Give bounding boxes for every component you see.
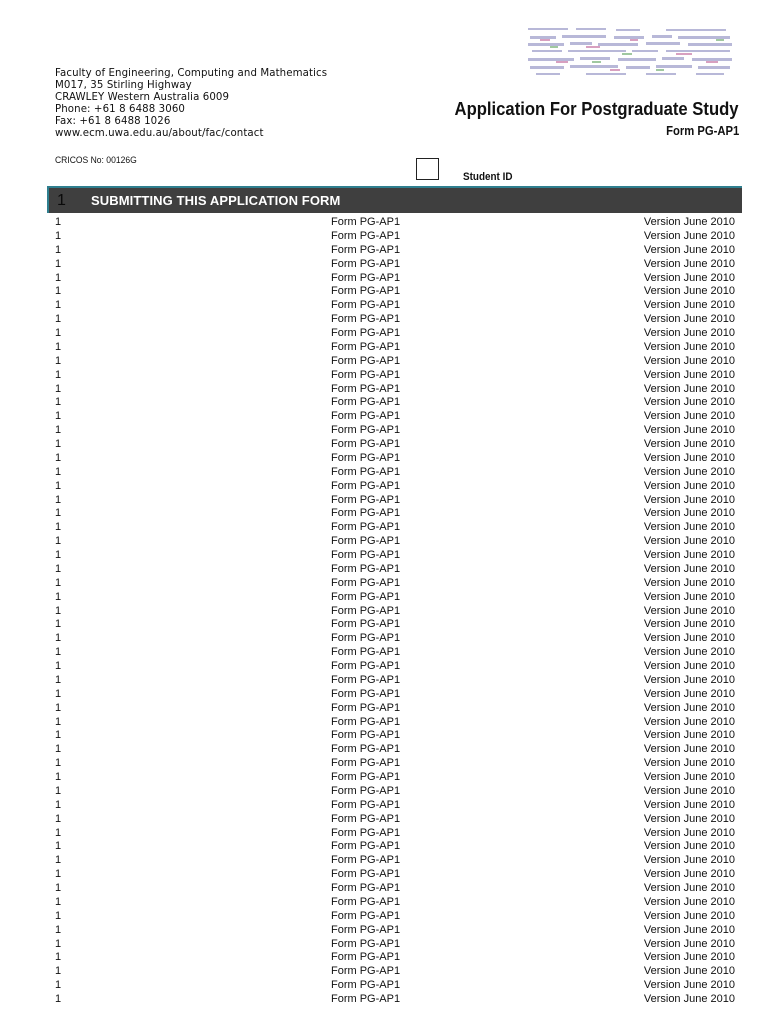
form-code: Form PG-AP1 (665, 124, 739, 138)
footer-row (55, 882, 735, 896)
page-number: 1 (55, 660, 62, 672)
page-number: 1 (55, 951, 62, 964)
form-label: Form PG-AP1 (331, 784, 401, 797)
version-label: Version June 2010 (643, 243, 735, 256)
form-label: Form PG-AP1 (331, 243, 401, 256)
form-label: Form PG-AP1 (331, 590, 401, 603)
version-label: Version June 2010 (643, 299, 735, 312)
page-number: 1 (55, 868, 62, 881)
footer-row (55, 424, 735, 438)
footer-row (55, 854, 735, 868)
footer-row (55, 799, 735, 813)
page-number: 1 (55, 424, 62, 437)
page-number: 1 (55, 826, 62, 839)
footer-row (55, 965, 735, 979)
form-label: Form PG-AP1 (331, 340, 401, 353)
form-label: Form PG-AP1 (331, 868, 401, 881)
page-number: 1 (55, 715, 62, 728)
version-label: Version June 2010 (643, 895, 735, 908)
form-label: Form PG-AP1 (331, 965, 401, 978)
footer-row (55, 521, 735, 535)
form-label: Form PG-AP1 (331, 507, 401, 520)
footer-row (55, 258, 735, 272)
form-label: Form PG-AP1 (331, 632, 401, 645)
form-label: Form PG-AP1 (331, 882, 401, 894)
page-number: 1 (55, 535, 62, 548)
form-label: Form PG-AP1 (331, 729, 401, 742)
version-label: Version June 2010 (643, 562, 735, 575)
version-label: Version June 2010 (643, 646, 735, 659)
form-label: Form PG-AP1 (331, 424, 401, 437)
version-label: Version June 2010 (643, 521, 735, 534)
footer-row (55, 924, 735, 938)
form-label: Form PG-AP1 (331, 701, 401, 714)
footer-row (55, 396, 735, 410)
form-label: Form PG-AP1 (331, 535, 401, 548)
footer-row (55, 563, 735, 577)
version-label: Version June 2010 (643, 340, 735, 353)
form-label: Form PG-AP1 (331, 951, 401, 964)
address-line: Phone: +61 8 6488 3060 (55, 104, 185, 115)
footer-row (55, 230, 735, 244)
student-id-label: Student ID (463, 171, 513, 183)
version-label: Version June 2010 (643, 257, 735, 270)
footer-row (55, 299, 735, 313)
page-number: 1 (55, 438, 62, 450)
version-label: Version June 2010 (643, 368, 735, 381)
footer-row (55, 771, 735, 785)
footer-row (55, 896, 735, 910)
version-label: Version June 2010 (643, 868, 735, 881)
form-label: Form PG-AP1 (331, 271, 401, 284)
version-label: Version June 2010 (643, 854, 735, 867)
version-label: Version June 2010 (643, 771, 735, 783)
version-label: Version June 2010 (643, 535, 735, 548)
form-label: Form PG-AP1 (331, 479, 401, 492)
version-label: Version June 2010 (643, 743, 735, 756)
version-label: Version June 2010 (643, 715, 735, 728)
form-label: Form PG-AP1 (331, 368, 401, 381)
form-label: Form PG-AP1 (331, 327, 401, 339)
page-number: 1 (55, 840, 62, 853)
version-label: Version June 2010 (643, 993, 735, 1005)
footer-row (55, 785, 735, 799)
footer-row (55, 938, 735, 952)
page-number: 1 (55, 368, 62, 381)
footer-row (55, 632, 735, 646)
page-number: 1 (55, 257, 62, 270)
form-label: Form PG-AP1 (331, 549, 401, 561)
form-label: Form PG-AP1 (331, 465, 401, 478)
page-number: 1 (55, 285, 62, 298)
version-label: Version June 2010 (643, 549, 735, 561)
form-label: Form PG-AP1 (331, 993, 401, 1005)
version-label: Version June 2010 (643, 923, 735, 936)
page-number: 1 (55, 382, 62, 395)
footer-rows (55, 216, 735, 1007)
student-id-checkbox[interactable] (416, 158, 439, 180)
version-label: Version June 2010 (643, 216, 735, 228)
address-line: www.ecm.uwa.edu.au/about/fac/contact (55, 128, 264, 139)
footer-row (55, 827, 735, 841)
page-number: 1 (55, 798, 62, 811)
footer-row (55, 979, 735, 993)
form-label: Form PG-AP1 (331, 826, 401, 839)
version-label: Version June 2010 (643, 507, 735, 520)
section-number: 1 (57, 191, 66, 209)
form-label: Form PG-AP1 (331, 909, 401, 922)
version-label: Version June 2010 (643, 465, 735, 478)
form-label: Form PG-AP1 (331, 493, 401, 506)
version-label: Version June 2010 (643, 590, 735, 603)
form-label: Form PG-AP1 (331, 354, 401, 367)
version-label: Version June 2010 (643, 396, 735, 409)
form-label: Form PG-AP1 (331, 840, 401, 853)
form-label: Form PG-AP1 (331, 382, 401, 395)
version-label: Version June 2010 (643, 951, 735, 964)
footer-row (55, 355, 735, 369)
form-label: Form PG-AP1 (331, 451, 401, 464)
footer-row (55, 702, 735, 716)
footer-row (55, 216, 735, 230)
footer-row (55, 729, 735, 743)
page-number: 1 (55, 909, 62, 922)
page-number: 1 (55, 549, 62, 561)
form-label: Form PG-AP1 (331, 257, 401, 270)
version-label: Version June 2010 (643, 660, 735, 672)
footer-row (55, 813, 735, 827)
page-number: 1 (55, 743, 62, 756)
address-line: Fax: +61 8 6488 1026 (55, 116, 171, 127)
footer-row (55, 244, 735, 258)
page-number: 1 (55, 965, 62, 978)
version-label: Version June 2010 (643, 979, 735, 992)
version-label: Version June 2010 (643, 826, 735, 839)
form-label: Form PG-AP1 (331, 715, 401, 728)
form-label: Form PG-AP1 (331, 562, 401, 575)
version-label: Version June 2010 (643, 438, 735, 450)
page-number: 1 (55, 812, 62, 825)
footer-row (55, 535, 735, 549)
version-label: Version June 2010 (643, 271, 735, 284)
form-label: Form PG-AP1 (331, 798, 401, 811)
page-number: 1 (55, 590, 62, 603)
page-number: 1 (55, 313, 62, 326)
footer-row (55, 466, 735, 480)
faculty-address (55, 68, 327, 140)
page-number: 1 (55, 701, 62, 714)
version-label: Version June 2010 (643, 909, 735, 922)
footer-row (55, 369, 735, 383)
footer-row (55, 327, 735, 341)
page-number: 1 (55, 396, 62, 409)
page-number: 1 (55, 243, 62, 256)
form-label: Form PG-AP1 (331, 660, 401, 672)
form-label: Form PG-AP1 (331, 854, 401, 867)
form-label: Form PG-AP1 (331, 313, 401, 326)
form-label: Form PG-AP1 (331, 604, 401, 617)
version-label: Version June 2010 (643, 576, 735, 589)
page-number: 1 (55, 604, 62, 617)
version-label: Version June 2010 (643, 479, 735, 492)
footer-row (55, 743, 735, 757)
page-number: 1 (55, 757, 62, 770)
footer-row (55, 646, 735, 660)
version-label: Version June 2010 (643, 757, 735, 770)
page-number: 1 (55, 923, 62, 936)
footer-row (55, 383, 735, 397)
section-header (47, 186, 742, 213)
form-label: Form PG-AP1 (331, 438, 401, 450)
page-number: 1 (55, 576, 62, 589)
version-label: Version June 2010 (643, 410, 735, 423)
version-label: Version June 2010 (643, 424, 735, 437)
footer-row (55, 660, 735, 674)
footer-row (55, 480, 735, 494)
version-label: Version June 2010 (643, 229, 735, 242)
page-number: 1 (55, 979, 62, 992)
form-label: Form PG-AP1 (331, 229, 401, 242)
form-label: Form PG-AP1 (331, 396, 401, 409)
form-label: Form PG-AP1 (331, 923, 401, 936)
footer-row (55, 674, 735, 688)
page-number: 1 (55, 895, 62, 908)
footer-row (55, 494, 735, 508)
page-number: 1 (55, 993, 62, 1005)
version-label: Version June 2010 (643, 882, 735, 894)
page-number: 1 (55, 271, 62, 284)
form-label: Form PG-AP1 (331, 410, 401, 423)
footer-row (55, 688, 735, 702)
page-number: 1 (55, 854, 62, 867)
page-number: 1 (55, 618, 62, 631)
version-label: Version June 2010 (643, 493, 735, 506)
footer-row (55, 313, 735, 327)
cricos-number: CRICOS No: 00126G (55, 155, 137, 166)
footer-row (55, 272, 735, 286)
form-label: Form PG-AP1 (331, 521, 401, 534)
form-label: Form PG-AP1 (331, 757, 401, 770)
page-number: 1 (55, 451, 62, 464)
footer-row (55, 341, 735, 355)
footer-row (55, 716, 735, 730)
page-number: 1 (55, 327, 62, 339)
footer-row (55, 577, 735, 591)
version-label: Version June 2010 (643, 451, 735, 464)
page-number: 1 (55, 729, 62, 742)
footer-row (55, 618, 735, 632)
page-number: 1 (55, 465, 62, 478)
page-number: 1 (55, 493, 62, 506)
footer-row (55, 507, 735, 521)
version-label: Version June 2010 (643, 382, 735, 395)
version-label: Version June 2010 (643, 618, 735, 631)
footer-row (55, 951, 735, 965)
page-title: Application For Postgraduate Study (454, 98, 739, 119)
page-number: 1 (55, 340, 62, 353)
page-number: 1 (55, 521, 62, 534)
footer-row (55, 410, 735, 424)
form-label: Form PG-AP1 (331, 618, 401, 631)
footer-row (55, 438, 735, 452)
page-number: 1 (55, 882, 62, 894)
footer-row (55, 452, 735, 466)
form-label: Form PG-AP1 (331, 937, 401, 950)
version-label: Version June 2010 (643, 673, 735, 686)
footer-row (55, 868, 735, 882)
form-label: Form PG-AP1 (331, 216, 401, 228)
page-number: 1 (55, 507, 62, 520)
page-number: 1 (55, 632, 62, 645)
page-number: 1 (55, 229, 62, 242)
address-line: CRAWLEY Western Australia 6009 (55, 92, 230, 103)
form-label: Form PG-AP1 (331, 771, 401, 783)
page-number: 1 (55, 687, 62, 700)
version-label: Version June 2010 (643, 285, 735, 298)
footer-row (55, 840, 735, 854)
version-label: Version June 2010 (643, 937, 735, 950)
version-label: Version June 2010 (643, 687, 735, 700)
page-number: 1 (55, 673, 62, 686)
page-number: 1 (55, 771, 62, 783)
form-label: Form PG-AP1 (331, 576, 401, 589)
footer-row (55, 605, 735, 619)
version-label: Version June 2010 (643, 965, 735, 978)
page-number: 1 (55, 299, 62, 312)
page-number: 1 (55, 646, 62, 659)
form-label: Form PG-AP1 (331, 812, 401, 825)
university-logo-icon (526, 26, 736, 78)
version-label: Version June 2010 (643, 327, 735, 339)
version-label: Version June 2010 (643, 313, 735, 326)
footer-row (55, 757, 735, 771)
page-number: 1 (55, 784, 62, 797)
page-number: 1 (55, 937, 62, 950)
page-number: 1 (55, 216, 62, 228)
form-label: Form PG-AP1 (331, 895, 401, 908)
section-title: SUBMITTING THIS APPLICATION FORM (91, 193, 341, 208)
version-label: Version June 2010 (643, 701, 735, 714)
form-label: Form PG-AP1 (331, 285, 401, 298)
form-label: Form PG-AP1 (331, 673, 401, 686)
footer-row (55, 993, 735, 1007)
version-label: Version June 2010 (643, 812, 735, 825)
version-label: Version June 2010 (643, 604, 735, 617)
footer-row (55, 910, 735, 924)
footer-row (55, 591, 735, 605)
footer-row (55, 549, 735, 563)
version-label: Version June 2010 (643, 840, 735, 853)
form-label: Form PG-AP1 (331, 299, 401, 312)
address-line: Faculty of Engineering, Computing and Mathematics (55, 68, 328, 79)
page-number: 1 (55, 479, 62, 492)
form-label: Form PG-AP1 (331, 979, 401, 992)
page-number: 1 (55, 562, 62, 575)
version-label: Version June 2010 (643, 632, 735, 645)
form-label: Form PG-AP1 (331, 743, 401, 756)
address-line: M017, 35 Stirling Highway (55, 80, 192, 91)
version-label: Version June 2010 (643, 354, 735, 367)
version-label: Version June 2010 (643, 784, 735, 797)
page-number: 1 (55, 354, 62, 367)
version-label: Version June 2010 (643, 798, 735, 811)
form-label: Form PG-AP1 (331, 687, 401, 700)
version-label: Version June 2010 (643, 729, 735, 742)
page-number: 1 (55, 410, 62, 423)
footer-row (55, 285, 735, 299)
form-label: Form PG-AP1 (331, 646, 401, 659)
